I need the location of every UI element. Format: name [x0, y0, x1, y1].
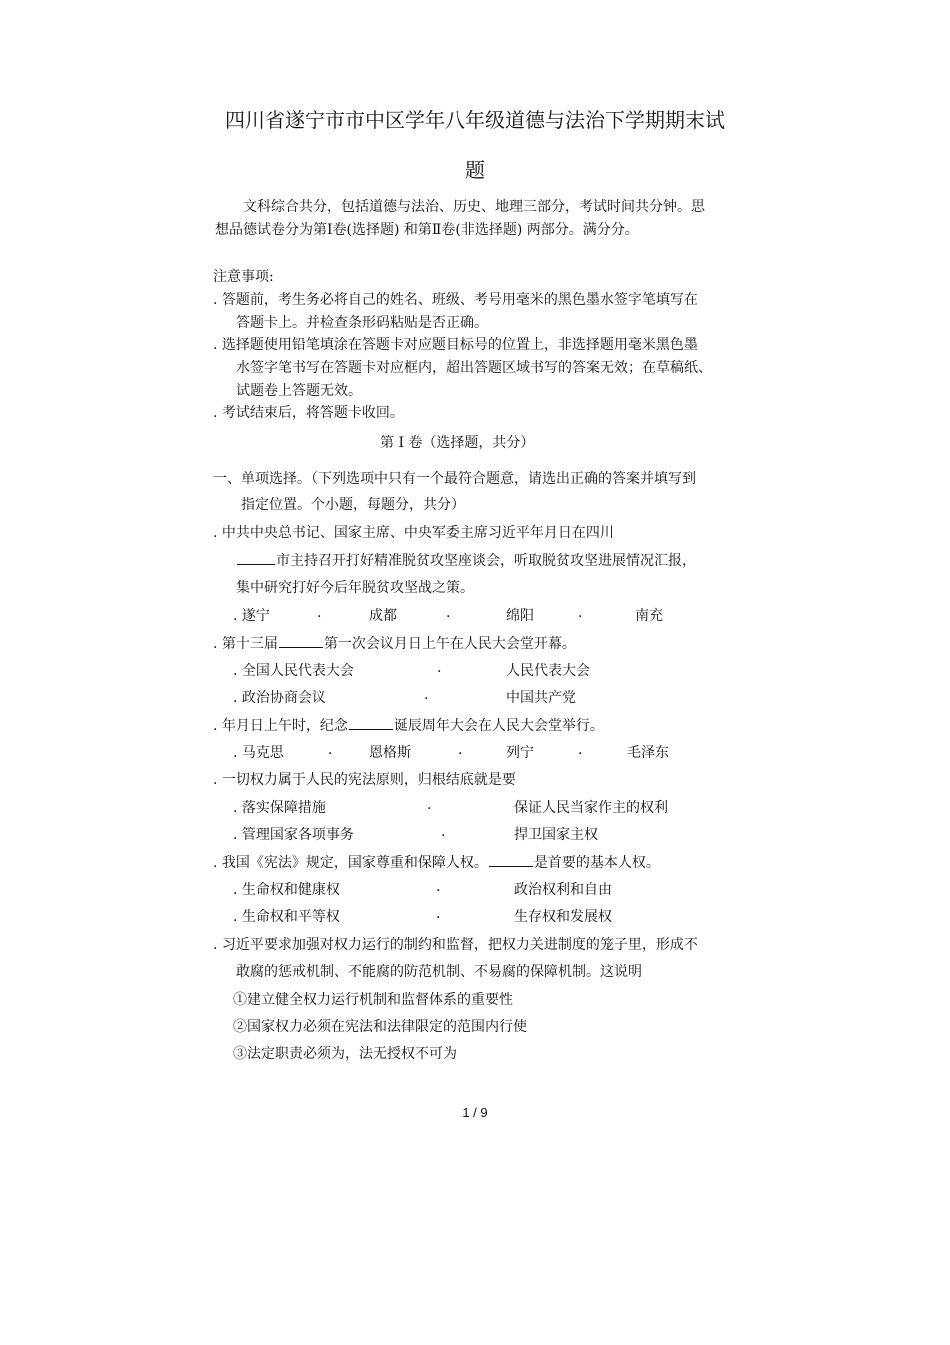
- option-marker: .: [427, 797, 432, 813]
- option-marker: .: [317, 605, 322, 621]
- question-4-option-d: 捍卫国家主权: [514, 827, 598, 843]
- note-item-2-continued-2: 试题卷上答题无效。: [236, 383, 362, 399]
- question-3-option-b: 恩格斯: [369, 745, 411, 761]
- option-marker: .: [424, 687, 429, 703]
- question-4-option-a: . 落实保障措施: [233, 800, 326, 816]
- option-marker: .: [436, 906, 441, 922]
- part-heading: 一、单项选择。（下列选项中只有一个最符合题意，请选出正确的答案并填写到: [213, 471, 696, 487]
- question-5-option-c: . 生命权和平等权: [233, 909, 340, 925]
- note-item-1: . 答题前，考生务必将自己的姓名、班级、考号用毫米的黑色墨水签字笔填写在: [213, 292, 698, 308]
- question-4-option-b: 保证人民当家作主的权利: [514, 800, 668, 816]
- question-3-option-a: . 马克思: [233, 745, 284, 761]
- document-title: 四川省遂宁市市中区学年八年级道德与法治下学期期末试: [225, 108, 725, 132]
- question-3-option-d: 毛泽东: [627, 745, 669, 761]
- question-6-statement-3: ③法定职责必须为，法无授权不可为: [233, 1046, 457, 1062]
- question-2-option-d: 中国共产党: [506, 690, 576, 706]
- page-number: 1 / 9: [462, 1105, 488, 1120]
- question-5-option-b: 政治权利和自由: [514, 882, 612, 898]
- option-marker: .: [436, 879, 441, 895]
- document-title-continued: 题: [465, 158, 485, 182]
- question-2-stem: . 第十三届 第一次会议月日上午在人民大会堂开幕。: [213, 633, 576, 653]
- question-5-option-a: . 生命权和健康权: [233, 882, 340, 898]
- answer-blank: [279, 633, 323, 648]
- question-2-option-a: . 全国人民代表大会: [233, 663, 354, 679]
- option-marker: .: [458, 742, 463, 758]
- question-4-option-c: . 管理国家各项事务: [233, 827, 354, 843]
- option-marker: .: [578, 742, 583, 758]
- question-1-stem: . 中共中央总书记、国家主席、中央军委主席习近平年月日在四川: [213, 525, 614, 541]
- note-item-2-continued: 水签字笔书写在答题卡对应框内，超出答题区域书写的答案无效；在草稿纸、: [236, 360, 712, 376]
- question-4-stem: . 一切权力属于人民的宪法原则，归根结底就是要: [213, 772, 516, 788]
- note-item-1-continued: 答题卡上。并检查条形码粘贴是否正确。: [236, 315, 488, 331]
- section-title: 第 Ⅰ 卷（选择题，共分）: [380, 435, 535, 451]
- question-6-stem: . 习近平要求加强对权力运行的制约和监督，把权力关进制度的笼子里，形成不: [213, 937, 698, 953]
- question-1-option-d: 南充: [635, 608, 663, 624]
- answer-blank: [489, 852, 533, 867]
- option-marker: .: [437, 660, 442, 676]
- question-6-stem-line-2: 敢腐的惩戒机制、不能腐的防范机制、不易腐的保障机制。这说明: [236, 964, 642, 980]
- answer-blank: [349, 715, 393, 730]
- question-3-option-c: 列宁: [506, 745, 534, 761]
- option-marker: .: [441, 824, 446, 840]
- option-marker: .: [328, 742, 333, 758]
- answer-blank: [237, 550, 275, 565]
- question-5-option-d: 生存权和发展权: [514, 909, 612, 925]
- intro-line-1: 文科综合共分，包括道德与法治、历史、地理三部分，考试时间共分钟。思: [243, 199, 705, 215]
- question-5-stem: . 我国《宪法》规定，国家尊重和保障人权。 是首要的基本人权。: [213, 852, 660, 872]
- intro-line-2: 想品德试卷分为第Ⅰ卷(选择题) 和第Ⅱ卷(非选择题) 两部分。满分分。: [215, 222, 639, 238]
- question-2-option-b: 人民代表大会: [506, 663, 590, 679]
- question-3-stem: . 年月日上午时，纪念 诞辰周年大会在人民大会堂举行。: [213, 715, 604, 735]
- question-1-option-c: 绵阳: [506, 608, 534, 624]
- question-1-option-a: . 遂宁: [233, 608, 270, 624]
- question-6-statement-2: ②国家权力必须在宪法和法律限定的范围内行使: [233, 1019, 527, 1035]
- question-1-stem-line-3: 集中研究打好今后年脱贫攻坚战之策。: [236, 580, 474, 596]
- question-1-stem-line-2: 市主持召开打好精准脱贫攻坚座谈会，听取脱贫攻坚进展情况汇报，: [236, 550, 696, 570]
- question-6-statement-1: ①建立健全权力运行机制和监督体系的重要性: [233, 992, 513, 1008]
- question-1-option-b: 成都: [369, 608, 397, 624]
- option-marker: .: [578, 605, 583, 621]
- option-marker: .: [446, 605, 451, 621]
- notes-heading: 注意事项:: [213, 269, 274, 285]
- part-heading-continued: 指定位置。个小题，每题分，共分）: [241, 497, 465, 513]
- question-2-option-c: . 政治协商会议: [233, 690, 326, 706]
- note-item-3: . 考试结束后，将答题卡收回。: [213, 405, 404, 421]
- note-item-2: . 选择题使用铅笔填涂在答题卡对应题目标号的位置上，非选择题用毫米黑色墨: [213, 337, 698, 353]
